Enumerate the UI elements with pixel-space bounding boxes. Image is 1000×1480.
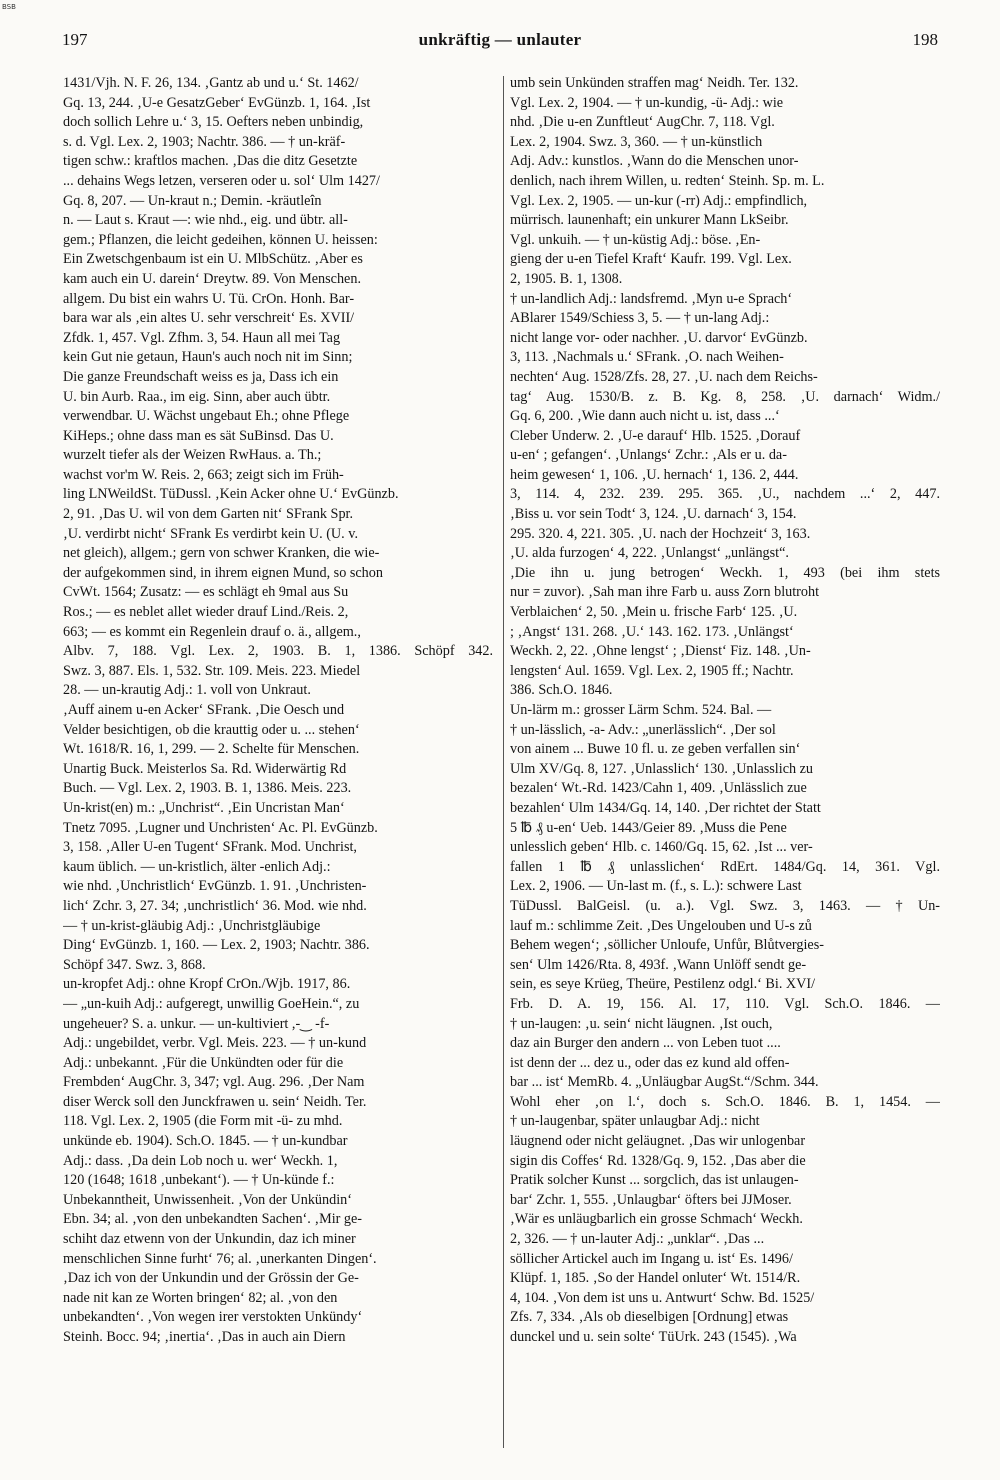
right-column-line: ‚Biss u. vor sein Todt‘ 3, 124. ‚U. darnach‘ 3, 154. — [510, 506, 797, 523]
left-column-line: net gleich), allgem.; gern von schwer Kranken, die wie- — [63, 545, 380, 562]
right-column-line: bezalen‘ Wt.-Rd. 1423/Cahn 1, 409. ‚Unlässlich zue — [510, 780, 807, 797]
right-column-line: ; ‚Angst‘ 131. 268. ‚U.‘ 143. 162. 173. ‚Unlängst‘ — [510, 623, 794, 640]
left-column-line: verwendbar. U. Wächst ungebaut Eh.; ohne Pflege — [63, 408, 350, 425]
right-column-line: 3, 114. 4, 232. 239. 295. 365. ‚U., nachdem ...‘ 2, 447. — [510, 486, 940, 503]
right-column-line: 4, 104. ‚Von dem ist uns u. Antwurt‘ Schw. Bd. 1525/ — [510, 1289, 815, 1306]
left-column-line: nade nit kan ze Worten bringen‘ 82; al. ‚von den — [63, 1289, 338, 1306]
left-column-line: Tnetz 7095. ‚Lugner und Unchristen‘ Ac. Pl. EvGünzb. — [63, 819, 378, 836]
right-column-line: unlesslich geben‘ Hlb. c. 1460/Gq. 15, 62. ‚Ist ... ver- — [510, 839, 813, 856]
right-column-line: läugnend oder nicht geläugnet. ‚Das wir unlogenbar — [510, 1133, 806, 1150]
right-column-line: dunckel und u. sein solte‘ TüUrk. 243 (1545). ‚Wa — [510, 1329, 797, 1345]
right-column-line: Wohl eher ‚on l.‘, doch s. Sch.O. 1846. B. 1, 1454. — — [510, 1093, 940, 1110]
left-column-line: Velder besichtigen, ob die krauttig oder u. ... stehen‘ — [63, 721, 360, 738]
right-column-line: nhd. ‚Die u-en Zunftleut‘ AugChr. 7, 118. Vgl. — [510, 114, 775, 131]
left-column-line: kein Gut nie getaun, Haun's auch noch nit im Sinn; — [63, 349, 353, 366]
left-column-line: Unbekanntheit, Unwissenheit. ‚Von der Unkündin‘ — [63, 1191, 352, 1208]
right-column-line: nicht lange vor- oder nachher. ‚U. darvor‘ EvGünzb. — [510, 329, 808, 346]
right-column — [510, 74, 940, 1348]
right-column-line: Zfs. 7, 334. ‚Als ob dieselbigen [Ordnung] etwas — [510, 1309, 789, 1326]
right-column-line: 295. 320. 4, 221. 305. ‚U. nach der Hochzeit‘ 3, 163. — [510, 525, 811, 542]
left-column-line: Albv. 7, 188. Vgl. Lex. 2, 1903. B. 1, 1386. Schöpf 342. — [63, 643, 493, 660]
left-column-line: der aufgekommen sind, in ihrem eignen Mund, so schon — [63, 564, 383, 581]
left-column-line: lich‘ Zchr. 3, 27. 34; ‚unchristlich‘ 36. Mod. wie nhd. — [63, 897, 367, 914]
right-column-line: Cleber Underw. 2. ‚U-e darauf‘ Hlb. 1525. ‚Dorauf — [510, 427, 801, 444]
right-column-line: 5 ℔ ₰ u-en‘ Ueb. 1443/Geier 89. ‚Muss die Pene — [510, 819, 787, 836]
right-column-line: Pratik solcher Kunst ... sorgclich, das ist unlaugen- — [510, 1172, 799, 1189]
left-column-line: 1431/Vjh. N. F. 26, 134. ‚Gantz ab und u.‘ St. 1462/ — [63, 75, 359, 91]
left-column-line: n. — Laut s. Kraut —: wie nhd., eig. und übtr. all- — [63, 212, 348, 229]
left-column-line: CvWt. 1564; Zusatz: — es schlägt eh 9mal aus Su — [63, 584, 349, 601]
right-column-line: Lex. 2, 1906. — Un-last m. (f., s. L.): schwere Last — [510, 878, 802, 895]
right-column-line: ist denn der ... dez u., oder das ez kund ald offen- — [510, 1054, 790, 1071]
right-column-line: von ainem ... Buwe 10 fl. u. ze geben verfallen sin‘ — [510, 741, 801, 758]
right-column-line: 3, 113. ‚Nachmals u.‘ SFrank. ‚O. nach Weihen- — [510, 349, 784, 366]
left-column-line: Buch. — Vgl. Lex. 2, 1903. B. 1, 1386. Meis. 223. — [63, 780, 352, 797]
left-column-line: kaum üblich. — un-kristlich, älter -enlich Adj.: — [63, 858, 331, 875]
right-column-line: † un-landlich Adj.: landsfremd. ‚Myn u-e Sprach‘ — [510, 290, 793, 307]
left-column-line: ... dehains Wegs letzen, verseren oder u. sol‘ Ulm 1427/ — [63, 172, 380, 189]
left-column-line: Un-krist(en) m.: „Unchrist“. ‚Ein Uncristan Man‘ — [63, 799, 345, 816]
left-column-line: gem.; Pflanzen, die leicht gedeihen, können U. heissen: — [63, 231, 378, 248]
left-column-line: KiHeps.; ohne dass man es sät SuBinsd. Das U. — [63, 427, 334, 444]
right-column-line: sigin dis Coffes‘ Rd. 1328/Gq. 9, 152. ‚Das aber die — [510, 1152, 806, 1169]
right-column-line: 2, 1905. B. 1, 1308. — [510, 270, 623, 287]
left-column-line: wie nhd. ‚Unchristlich‘ EvGünzb. 1. 91. ‚Unchristen- — [63, 878, 367, 895]
right-column-line: sen‘ Ulm 1426/Rta. 8, 493f. ‚Wann Unlöff sendt ge- — [510, 956, 807, 973]
right-column-line: Un-lärm m.: grosser Lärm Schm. 524. Bal. — — [510, 702, 772, 718]
left-column-line: 3, 158. ‚Aller U-en Tugent‘ SFrank. Mod. Unchrist, — [63, 839, 357, 856]
left-column-line: 2, 91. ‚Das U. wil von dem Garten nit‘ SFrank Spr. — [63, 506, 354, 523]
right-column-line: tag‘ Aug. 1530/B. z. B. Kg. 8, 258. ‚U. darnach‘ Widm./ — [510, 388, 940, 405]
left-column-line: bara war als ‚ein altes U. sehr verschreit‘ Es. XVII/ — [63, 310, 355, 327]
column-divider — [503, 76, 504, 1448]
left-column-line: Schöpf 347. Swz. 3, 868. — [63, 956, 206, 973]
right-column-line: Behem wegen‘; ‚söllicher Unloufe, Unfůr, Blůtvergies- — [510, 937, 824, 954]
left-column-line: ling LNWeildSt. TüDussl. ‚Kein Acker ohne U.‘ EvGünzb. — [63, 486, 399, 503]
left-column-line: — † un-krist-gläubig Adj.: ‚Unchristgläubige — [63, 917, 321, 934]
right-column-line: ‚U. alda furzogen‘ 4, 222. ‚Unlangst‘ „unlängst“. — [510, 545, 789, 562]
right-column-line: Vgl. Lex. 2, 1905. — un-kur (-rr) Adj.: empfindlich, — [510, 192, 808, 209]
right-column-line: fallen 1 ℔ ₰ unlasslichen‘ RdErt. 1484/Gq. 14, 361. Vgl. — [510, 858, 940, 875]
right-column-line: ‚Wär es unläugbarlich ein grosse Schmach‘ Weckh. — [510, 1211, 803, 1228]
left-column-line: U. bin Aurb. Raa., im eig. Sinn, aber auch übtr. — [63, 388, 331, 405]
left-column-line: Adj.: unbekannt. ‚Für die Unkündten oder für die — [63, 1054, 344, 1071]
right-column-line: Frb. D. A. 19, 156. Al. 17, 110. Vgl. Sch.O. 1846. — — [510, 995, 940, 1012]
left-column-line: Ding‘ EvGünzb. 1, 160. — Lex. 2, 1903; Nachtr. 386. — [63, 937, 370, 954]
left-column-line: Adj.: ungebildet, verbr. Vgl. Meis. 223. — † un-kund — [63, 1035, 367, 1052]
right-column-line: Ulm XV/Gq. 8, 127. ‚Unlasslich‘ 130. ‚Unlasslich zu — [510, 760, 814, 777]
left-column-line: diser Werck soll den Junckfrawen u. sein‘ Neidh. Ter. — [63, 1093, 367, 1110]
right-column-line: 386. Sch.O. 1846. — [510, 682, 613, 699]
left-column-line: Ros.; — es neblet allet wieder drauf Lind./Reis. 2, — [63, 604, 349, 621]
left-column-line: unkünde eb. 1904). Sch.O. 1845. — † un-kundbar — [63, 1133, 348, 1150]
right-column-line: mürrisch. launenhaft; ein unkurer Mann LkSeibr. — [510, 212, 789, 229]
right-column-line: nur = zuvor). ‚Sah man ihre Farb u. auss Zorn blutroht — [510, 584, 820, 601]
right-column-line: u-en‘ ; gefangen‘. ‚Unlangs‘ Zchr.: ‚Als er u. da- — [510, 447, 787, 464]
left-column-line: 118. Vgl. Lex. 2, 1905 (die Form mit -ü- zu mhd. — [63, 1113, 343, 1130]
right-column-line: Klüpf. 1, 185. ‚So der Handel onluter‘ Wt. 1514/R. — [510, 1270, 801, 1287]
right-column-line: † un-lässlich, -a- Adv.: „unerlässlich“. ‚Der sol — [510, 721, 776, 738]
left-column-line: un-kropfet Adj.: ohne Kropf CrOn./Wjb. 1917, 86. — [63, 976, 351, 993]
right-column-line: 2, 326. — † un-lauter Adj.: „unklar“. ‚Das ... — [510, 1231, 765, 1248]
left-column-line: Ebn. 34; al. ‚von den unbekandten Sachen‘. ‚Mir ge- — [63, 1211, 363, 1228]
left-column-line: unbekandten‘. ‚Von wegen irer verstokten Unkündy‘ — [63, 1309, 363, 1326]
right-column-line: Gq. 6, 200. ‚Wie dann auch nicht u. ist, dass ...‘ — [510, 408, 780, 425]
left-column-line: kam auch ein U. darein‘ Dreytw. 89. Von Menschen. — [63, 270, 361, 287]
right-column-line: † un-laugenbar, später unlaugbar Adj.: nicht — [510, 1113, 760, 1130]
right-column-line: TüDussl. BalGeisl. (u. a.). Vgl. Swz. 3, 1463. — † Un- — [510, 897, 940, 914]
left-column-line: wurzelt tiefer als der Weizen RwHaus. a. Th.; — [63, 447, 322, 464]
left-column-line: schiht daz etwenn von der Unkundin, daz ich miner — [63, 1231, 356, 1248]
right-column-line: umb sein Unkünden straffen mag‘ Neidh. Ter. 132. — [510, 75, 799, 91]
left-column — [63, 74, 493, 1348]
left-column-line: Die ganze Freundschaft weiss es ja, Dass ich ein — [63, 368, 339, 385]
left-column-line: ‚Daz ich von der Unkundin und der Grössin der Ge- — [63, 1270, 359, 1287]
right-column-line: söllicher Artickel auch im Ingang u. ist‘ Es. 1496/ — [510, 1250, 793, 1267]
right-column-line: lengsten‘ Aul. 1659. Vgl. Lex. 2, 1905 ff.; Nachtr. — [510, 662, 794, 679]
right-column-line: bar‘ Zchr. 1, 555. ‚Unlaugbar‘ öfters bei JJMoser. — [510, 1191, 792, 1208]
left-column-line: wachst vor'm W. Reis. 2, 663; zeigt sich im Früh- — [63, 466, 344, 483]
left-column-line: ‚U. verdirbt nicht‘ SFrank Es verdirbt kein U. (U. v. — [63, 525, 358, 542]
right-column-line: gieng der u-en Tiefel Kraft‘ Kaufr. 199. Vgl. Lex. — [510, 251, 792, 268]
page-number-right: 198 — [912, 30, 938, 49]
right-column-line: ‚Die ihn u. jung betrogen‘ Weckh. 1, 493 (bei ihm stets — [510, 564, 940, 581]
left-column-line: 28. — un-krautig Adj.: 1. voll von Unkraut. — [63, 682, 311, 699]
right-column-line: Weckh. 2, 22. ‚Ohne lengst‘ ; ‚Dienst‘ Fiz. 148. ‚Un- — [510, 643, 811, 660]
left-column-line: Gq. 13, 244. ‚U-e GesatzGeber‘ EvGünzb. 1, 164. ‚Ist — [63, 94, 371, 111]
left-column-line: 663; — es kommt ein Regenlein drauf o. ä., allgem., — [63, 623, 361, 640]
page-header — [62, 30, 938, 56]
left-column-line: Ein Zwetschgenbaum ist ein U. MlbSchütz. ‚Aber es — [63, 251, 363, 268]
left-column-line: tigen schw.: kraftlos machen. ‚Das die ditz Gesetzte — [63, 153, 358, 170]
right-column-line: Verblaichen‘ 2, 50. ‚Mein u. frische Farb‘ 125. ‚U. — [510, 604, 798, 621]
right-column-line: lauf m.: schlimme Zeit. ‚Des Ungelouben und U-s zů — [510, 917, 812, 934]
right-column-line: Vgl. Lex. 2, 1904. — † un-kundig, -ü- Adj.: wie — [510, 94, 784, 111]
right-column-line: Vgl. unkuih. — † un-küstig Adj.: böse. ‚En- — [510, 231, 761, 248]
left-column-line: — „un-kuih Adj.: aufgeregt, unwillig GoeHein.“, zu — [63, 995, 360, 1012]
right-column-line: sein, es seye Krüeg, Theüre, Pestilenz odgl.‘ Bi. XVI/ — [510, 976, 816, 993]
right-column-line: ABlarer 1549/Schiess 3, 5. — † un-lang Adj.: — [510, 310, 770, 327]
right-column-line: Lex. 2, 1904. Swz. 3, 360. — † un-künstlich — [510, 133, 763, 150]
left-column-line: 120 (1648; 1618 ‚unbekant‘). — † Un-künde f.: — [63, 1172, 335, 1189]
left-column-line: Wt. 1618/R. 16, 1, 299. — 2. Schelte für Menschen. — [63, 741, 360, 758]
page-number-left: 197 — [62, 30, 88, 49]
left-column-line: Steinh. Bocc. 94; ‚inertia‘. ‚Das in auch ain Diern — [63, 1329, 346, 1345]
right-column-line: heim gewesen‘ 1, 106. ‚U. hernach‘ 1, 136. 2, 444. — [510, 466, 799, 483]
left-column-line: s. d. Vgl. Lex. 2, 1903; Nachtr. 386. — † un-kräf- — [63, 133, 346, 150]
left-column-line: Swz. 3, 887. Els. 1, 532. Str. 109. Meis. 223. Miedel — [63, 662, 361, 679]
left-column-line: doch sollich Lehre u.‘ 3, 15. Oefters neben unbindig, — [63, 114, 364, 131]
left-column-line: allgem. Du bist ein wahrs U. Tü. CrOn. Honh. Bar- — [63, 290, 355, 307]
left-column-line: Zfdk. 1, 457. Vgl. Zfhm. 3, 54. Haun all mei Tag — [63, 329, 341, 346]
right-column-line: denlich, nach ihrem Willen, u. redten‘ Steinh. Sp. m. L. — [510, 172, 825, 189]
right-column-line: bezahlen‘ Ulm 1434/Gq. 14, 140. ‚Der richtet der Statt — [510, 799, 821, 816]
left-column-line: Adj.: dass. ‚Da dein Lob noch u. wer‘ Weckh. 1, — [63, 1152, 338, 1169]
left-column-line: Gq. 8, 207. — Un-kraut n.; Demin. -kräutleîn — [63, 192, 322, 209]
left-column-line: menschlichen Sinne furht‘ 76; al. ‚unerkanten Dingen‘. — [63, 1250, 377, 1267]
running-head: unkräftig — unlauter — [418, 30, 582, 49]
right-column-line: bar ... ist‘ MemRb. 4. „Unläugbar AugSt.“/Schm. 344. — [510, 1074, 819, 1091]
library-stamp: BSB — [2, 3, 16, 11]
right-column-line: daz ain Burger den andern ... von Leben tuot .... — [510, 1035, 781, 1052]
right-column-line: nechten‘ Aug. 1528/Zfs. 28, 27. ‚U. nach dem Reichs- — [510, 368, 818, 385]
right-column-line: † un-laugen: ‚u. sein‘ nicht läugnen. ‚Ist ouch, — [510, 1015, 773, 1032]
right-column-line: Adj. Adv.: kunstlos. ‚Wann do die Menschen unor- — [510, 153, 799, 170]
left-column-line: Frembden‘ AugChr. 3, 347; vgl. Aug. 296. ‚Der Nam — [63, 1074, 365, 1091]
left-column-line: ungeheuer? S. a. unkur. — un-kultiviert ,-‿ -f- — [63, 1015, 330, 1032]
left-column-line: ‚Auff ainem u-en Acker‘ SFrank. ‚Die Oesch und — [63, 702, 345, 718]
left-column-line: Unartig Buck. Meisterlos Sa. Rd. Widerwärtig Rd — [63, 760, 347, 777]
